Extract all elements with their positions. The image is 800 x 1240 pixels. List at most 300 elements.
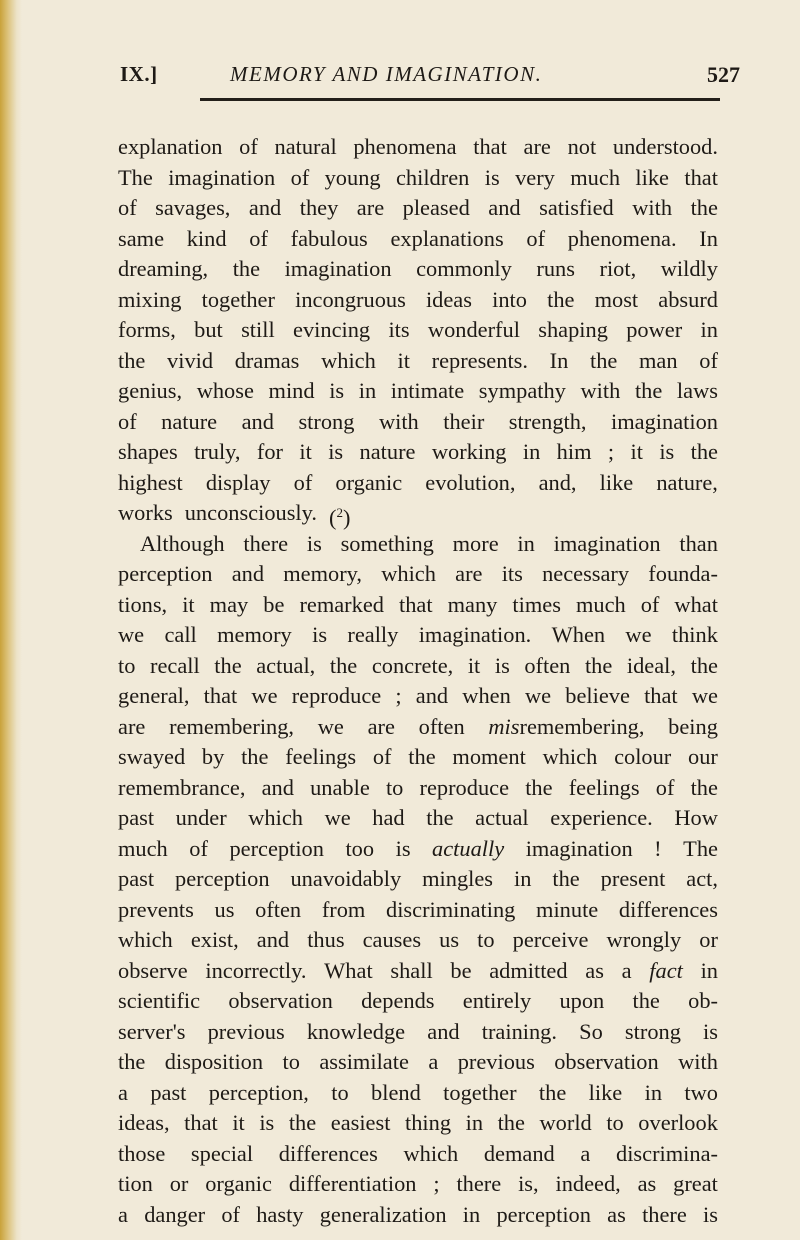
word: depends xyxy=(361,988,435,1013)
word: forms, xyxy=(118,317,176,342)
word: In xyxy=(549,347,569,373)
word: causes xyxy=(362,927,422,952)
word: the xyxy=(690,652,718,678)
text-line xyxy=(118,834,718,865)
word: in xyxy=(644,1079,663,1105)
word: the xyxy=(288,1110,317,1135)
word: their xyxy=(443,408,485,434)
word: power xyxy=(626,317,683,342)
word: necessary xyxy=(542,561,630,586)
word: much xyxy=(570,164,621,190)
word: shall xyxy=(390,957,433,983)
word: absurd xyxy=(658,286,718,312)
word: actual, xyxy=(256,652,316,678)
word: genius, xyxy=(118,378,183,403)
word: the xyxy=(690,439,718,464)
word: nature xyxy=(359,439,416,464)
word: is xyxy=(484,164,500,190)
word: to xyxy=(331,1079,349,1105)
word: to xyxy=(282,1049,300,1074)
word: assimilate xyxy=(319,1049,409,1074)
word: and xyxy=(248,195,282,220)
page-spine-shadow xyxy=(0,0,22,1240)
word: fact xyxy=(649,957,683,983)
word: thing xyxy=(405,1110,452,1135)
word: our xyxy=(688,744,718,769)
word: generalization xyxy=(319,1201,447,1227)
word: but xyxy=(194,317,223,342)
word: memory, xyxy=(283,561,363,586)
word: scientific xyxy=(118,988,201,1013)
word: often xyxy=(255,896,302,922)
word: riot, xyxy=(599,256,637,281)
word: imagination xyxy=(168,164,276,190)
word: admitted xyxy=(489,957,568,983)
word: imagination xyxy=(553,530,661,556)
word: same xyxy=(118,225,165,251)
word: it xyxy=(232,1110,245,1135)
word: and xyxy=(231,561,265,586)
word: hasty xyxy=(256,1201,304,1227)
word: So xyxy=(579,1018,603,1044)
word: previous xyxy=(457,1049,535,1074)
word: unconsciously. xyxy=(184,500,317,525)
word: to xyxy=(385,774,404,800)
word: experience. xyxy=(550,805,653,830)
word: in xyxy=(462,1201,481,1227)
word: from xyxy=(321,896,366,922)
word: and xyxy=(256,927,290,952)
text-line xyxy=(118,620,718,651)
word: What xyxy=(324,957,373,983)
word: there xyxy=(456,1171,502,1196)
word: Although xyxy=(140,530,225,556)
word: feelings xyxy=(568,774,640,800)
word: nature, xyxy=(656,469,718,495)
word: often xyxy=(418,713,465,739)
word: the xyxy=(547,286,575,312)
word: they xyxy=(299,195,339,220)
word: that xyxy=(399,591,433,617)
word: working xyxy=(431,439,507,464)
text-line xyxy=(118,925,718,956)
word: young xyxy=(324,164,381,190)
word: a xyxy=(118,1079,128,1105)
text-line xyxy=(118,864,718,895)
word: that xyxy=(684,164,718,190)
word: actual xyxy=(475,805,529,830)
word: natural xyxy=(274,134,337,159)
word: perception xyxy=(496,1201,591,1227)
word: a xyxy=(580,1140,591,1166)
word: easiest xyxy=(330,1110,391,1135)
word: In xyxy=(699,225,718,251)
word: with xyxy=(678,1049,718,1074)
word: often xyxy=(524,652,571,678)
word: the xyxy=(690,195,718,220)
word: together xyxy=(443,1079,517,1105)
word: sympathy xyxy=(478,378,566,403)
word: to xyxy=(606,1110,624,1135)
word: which xyxy=(381,561,436,586)
text-line xyxy=(118,376,718,407)
word: the xyxy=(426,805,454,830)
word: under xyxy=(175,805,227,830)
word: ($^2$) xyxy=(329,505,351,530)
word: strong xyxy=(624,1018,681,1044)
word: shaping xyxy=(538,317,608,342)
text-line xyxy=(118,163,718,194)
word: wrongly xyxy=(606,927,682,952)
word: perception xyxy=(118,561,213,586)
word: most xyxy=(594,286,639,312)
word: think xyxy=(671,622,718,647)
word: thus xyxy=(307,927,345,952)
word: runs xyxy=(536,256,575,281)
word: phenomena xyxy=(353,134,457,159)
word: is xyxy=(703,1201,718,1227)
word: How xyxy=(674,805,718,830)
word: it xyxy=(182,591,195,617)
word: discrimina- xyxy=(616,1140,718,1166)
word: that xyxy=(203,683,238,708)
word: of xyxy=(655,774,675,800)
word: the xyxy=(634,378,663,403)
word: as xyxy=(607,1201,626,1227)
text-line xyxy=(118,498,718,529)
word: than xyxy=(679,530,718,556)
word: the xyxy=(241,744,269,769)
word: with xyxy=(378,408,419,434)
word: represents. xyxy=(431,347,528,373)
word: perception xyxy=(229,835,324,861)
word: of xyxy=(640,591,660,617)
word: it xyxy=(630,439,643,464)
word: that xyxy=(184,1110,218,1135)
word: of xyxy=(221,1201,240,1227)
word: when xyxy=(462,683,511,708)
word: unable xyxy=(310,774,370,800)
word: it xyxy=(467,652,481,678)
word: prevents xyxy=(118,896,194,922)
word: evincing xyxy=(293,317,371,342)
word: imagination xyxy=(284,256,392,281)
page-number: 527 xyxy=(707,62,740,87)
word: perception, xyxy=(208,1079,309,1105)
word: the xyxy=(538,1079,567,1105)
word: past xyxy=(118,866,155,891)
word: imagination xyxy=(525,835,633,861)
word: remembering, xyxy=(169,713,295,739)
word: truly, xyxy=(194,439,241,464)
word: is xyxy=(494,652,510,678)
word: organic xyxy=(205,1171,272,1196)
word: indeed, xyxy=(555,1171,621,1196)
word: into xyxy=(492,286,527,312)
word: overlook xyxy=(638,1110,718,1135)
text-line xyxy=(118,956,718,987)
word: strong xyxy=(298,408,355,434)
word: the xyxy=(584,652,613,678)
word: a xyxy=(621,957,632,983)
word: be xyxy=(263,591,285,617)
word: together xyxy=(201,286,275,312)
word: is xyxy=(395,835,411,861)
word: in xyxy=(517,530,535,556)
word: general, xyxy=(118,683,190,708)
word: is xyxy=(659,439,675,464)
word: not xyxy=(567,134,597,159)
word: strength, xyxy=(508,408,587,434)
word: special xyxy=(190,1140,254,1166)
word: the xyxy=(552,866,580,891)
word: or xyxy=(699,927,718,952)
word: much xyxy=(575,591,626,617)
word: demand xyxy=(483,1140,555,1166)
word: organic xyxy=(335,469,403,495)
word: knowledge xyxy=(306,1018,406,1044)
word: founda- xyxy=(648,561,718,586)
text-line xyxy=(118,1108,718,1139)
word: us xyxy=(214,896,235,922)
word: differentiation xyxy=(288,1171,417,1196)
text-line xyxy=(118,437,718,468)
word: like xyxy=(588,1079,623,1105)
word: display xyxy=(205,469,271,495)
word: blend xyxy=(371,1079,421,1105)
text-line xyxy=(118,285,718,316)
word: exist, xyxy=(190,927,239,952)
chapter-number: IX.] xyxy=(120,62,158,86)
word: believe xyxy=(565,683,630,708)
word: in xyxy=(700,317,718,342)
word: whose xyxy=(196,378,254,403)
word: ob- xyxy=(688,988,718,1013)
word: laws xyxy=(676,378,718,403)
word: which xyxy=(248,805,303,830)
text-line xyxy=(118,803,718,834)
word: shapes xyxy=(118,439,178,464)
word: remarked xyxy=(299,591,384,617)
word: concrete, xyxy=(371,652,454,678)
text-line xyxy=(118,407,718,438)
text-line xyxy=(118,742,718,773)
word: a xyxy=(428,1049,439,1074)
word: entirely xyxy=(462,988,532,1013)
word: call xyxy=(164,622,197,647)
word: incorrectly. xyxy=(205,957,307,983)
word: the xyxy=(690,774,718,800)
word: mind xyxy=(268,378,315,403)
text-line xyxy=(118,1047,718,1078)
word: observation xyxy=(228,988,333,1013)
word: incongruous xyxy=(295,286,406,312)
text-line xyxy=(118,773,718,804)
word: really xyxy=(347,622,399,647)
word: children xyxy=(395,164,470,190)
word: it xyxy=(397,347,410,373)
word: present xyxy=(600,866,666,891)
word: like xyxy=(599,469,634,495)
word: minute xyxy=(536,896,599,922)
word: danger xyxy=(144,1201,206,1227)
word: times xyxy=(512,591,561,617)
word: differences xyxy=(278,1140,378,1166)
word: actually xyxy=(432,835,505,861)
word: in xyxy=(465,1110,484,1135)
word: the xyxy=(525,774,553,800)
word: that xyxy=(473,134,507,159)
text-line xyxy=(118,895,718,926)
word: with xyxy=(580,378,621,403)
text-line xyxy=(118,681,718,712)
word: may xyxy=(209,591,249,617)
word: pleased xyxy=(402,195,470,220)
word: very xyxy=(515,164,555,190)
word: is xyxy=(306,530,322,556)
word: of xyxy=(249,225,268,251)
word: we xyxy=(691,683,718,708)
running-title: MEMORY AND IMAGINATION. xyxy=(230,62,543,86)
word: wonderful xyxy=(427,317,520,342)
word: misremembering, xyxy=(488,713,645,739)
word: which xyxy=(118,927,173,952)
word: which xyxy=(403,1140,459,1166)
word: him xyxy=(556,439,592,464)
text-line xyxy=(118,590,718,621)
word: which xyxy=(542,744,598,769)
word: of xyxy=(699,347,718,373)
word: being xyxy=(668,713,718,739)
word: or xyxy=(169,1171,189,1196)
word: wildly xyxy=(660,256,718,281)
word: are xyxy=(367,713,395,739)
word: The xyxy=(683,835,718,861)
word: feelings xyxy=(285,744,357,769)
word: mixing xyxy=(118,286,182,312)
word: two xyxy=(684,1079,718,1105)
word: world xyxy=(539,1110,592,1135)
text-line xyxy=(118,1200,718,1231)
word: and xyxy=(415,683,449,708)
word: like xyxy=(635,164,669,190)
word: of xyxy=(293,469,313,495)
word: it xyxy=(299,439,312,464)
word: ideas xyxy=(425,286,472,312)
word: works xyxy=(118,500,173,525)
word: that xyxy=(644,683,678,708)
word: past xyxy=(118,805,155,830)
word: colour xyxy=(614,744,672,769)
word: recall xyxy=(150,652,200,678)
word: reproduce xyxy=(291,683,382,708)
text-line xyxy=(118,651,718,682)
word: ; xyxy=(395,683,402,708)
word: phenomena. xyxy=(567,225,677,251)
word: the xyxy=(118,1049,146,1074)
text-line xyxy=(118,315,718,346)
word: to xyxy=(477,927,495,952)
word: upon xyxy=(559,988,605,1013)
text-line xyxy=(118,529,718,560)
word: are xyxy=(118,713,146,739)
word: we xyxy=(118,622,145,647)
word: commonly xyxy=(416,256,512,281)
word: we xyxy=(324,805,351,830)
word: of xyxy=(372,744,392,769)
word: tion xyxy=(118,1171,153,1196)
word: are xyxy=(523,134,551,159)
word: the xyxy=(632,988,660,1013)
word: mingles xyxy=(422,866,494,891)
word: much xyxy=(118,835,168,861)
word: remembrance, xyxy=(118,774,246,800)
word: memory xyxy=(217,622,292,647)
word: and, xyxy=(538,469,577,495)
word: understood. xyxy=(612,134,718,159)
word: ! xyxy=(654,835,662,861)
word: the xyxy=(408,744,436,769)
word: in xyxy=(513,866,532,891)
word: nature xyxy=(161,408,218,434)
text-line xyxy=(118,1169,718,1200)
word: the xyxy=(589,347,618,373)
word: perception xyxy=(175,866,270,891)
word: with xyxy=(632,195,673,220)
word: of xyxy=(239,134,258,159)
word: there xyxy=(642,1201,687,1227)
word: more xyxy=(452,530,499,556)
word: discriminating xyxy=(386,896,516,922)
text-line xyxy=(118,559,718,590)
word: of xyxy=(118,195,137,220)
word: The xyxy=(118,164,153,190)
word: what xyxy=(674,591,718,617)
text-line xyxy=(118,1078,718,1109)
word: past xyxy=(150,1079,187,1105)
word: differences xyxy=(618,896,718,922)
word: swayed xyxy=(118,744,186,769)
word: ; xyxy=(433,1171,440,1196)
word: those xyxy=(118,1140,166,1166)
word: in xyxy=(522,439,541,464)
word: there xyxy=(243,530,289,556)
word: unavoidably xyxy=(290,866,402,891)
word: of xyxy=(290,164,310,190)
word: satisfied xyxy=(539,195,614,220)
text-line xyxy=(118,468,718,499)
word: tions, xyxy=(118,591,168,617)
word: savages, xyxy=(155,195,231,220)
word: is xyxy=(259,1110,275,1135)
word: the xyxy=(214,652,242,678)
word: had xyxy=(372,805,405,830)
text-line xyxy=(118,1139,718,1170)
text-line xyxy=(118,712,718,743)
word: a xyxy=(118,1201,128,1227)
word: many xyxy=(447,591,498,617)
word: fabulous xyxy=(290,225,368,251)
word: the xyxy=(497,1110,525,1135)
word: is xyxy=(703,1018,718,1044)
word: by xyxy=(201,744,225,769)
word: and xyxy=(488,195,521,220)
word: we xyxy=(317,713,344,739)
word: explanation xyxy=(118,134,223,159)
word: of xyxy=(526,225,546,251)
word: training. xyxy=(481,1018,557,1044)
word: us xyxy=(439,927,460,952)
